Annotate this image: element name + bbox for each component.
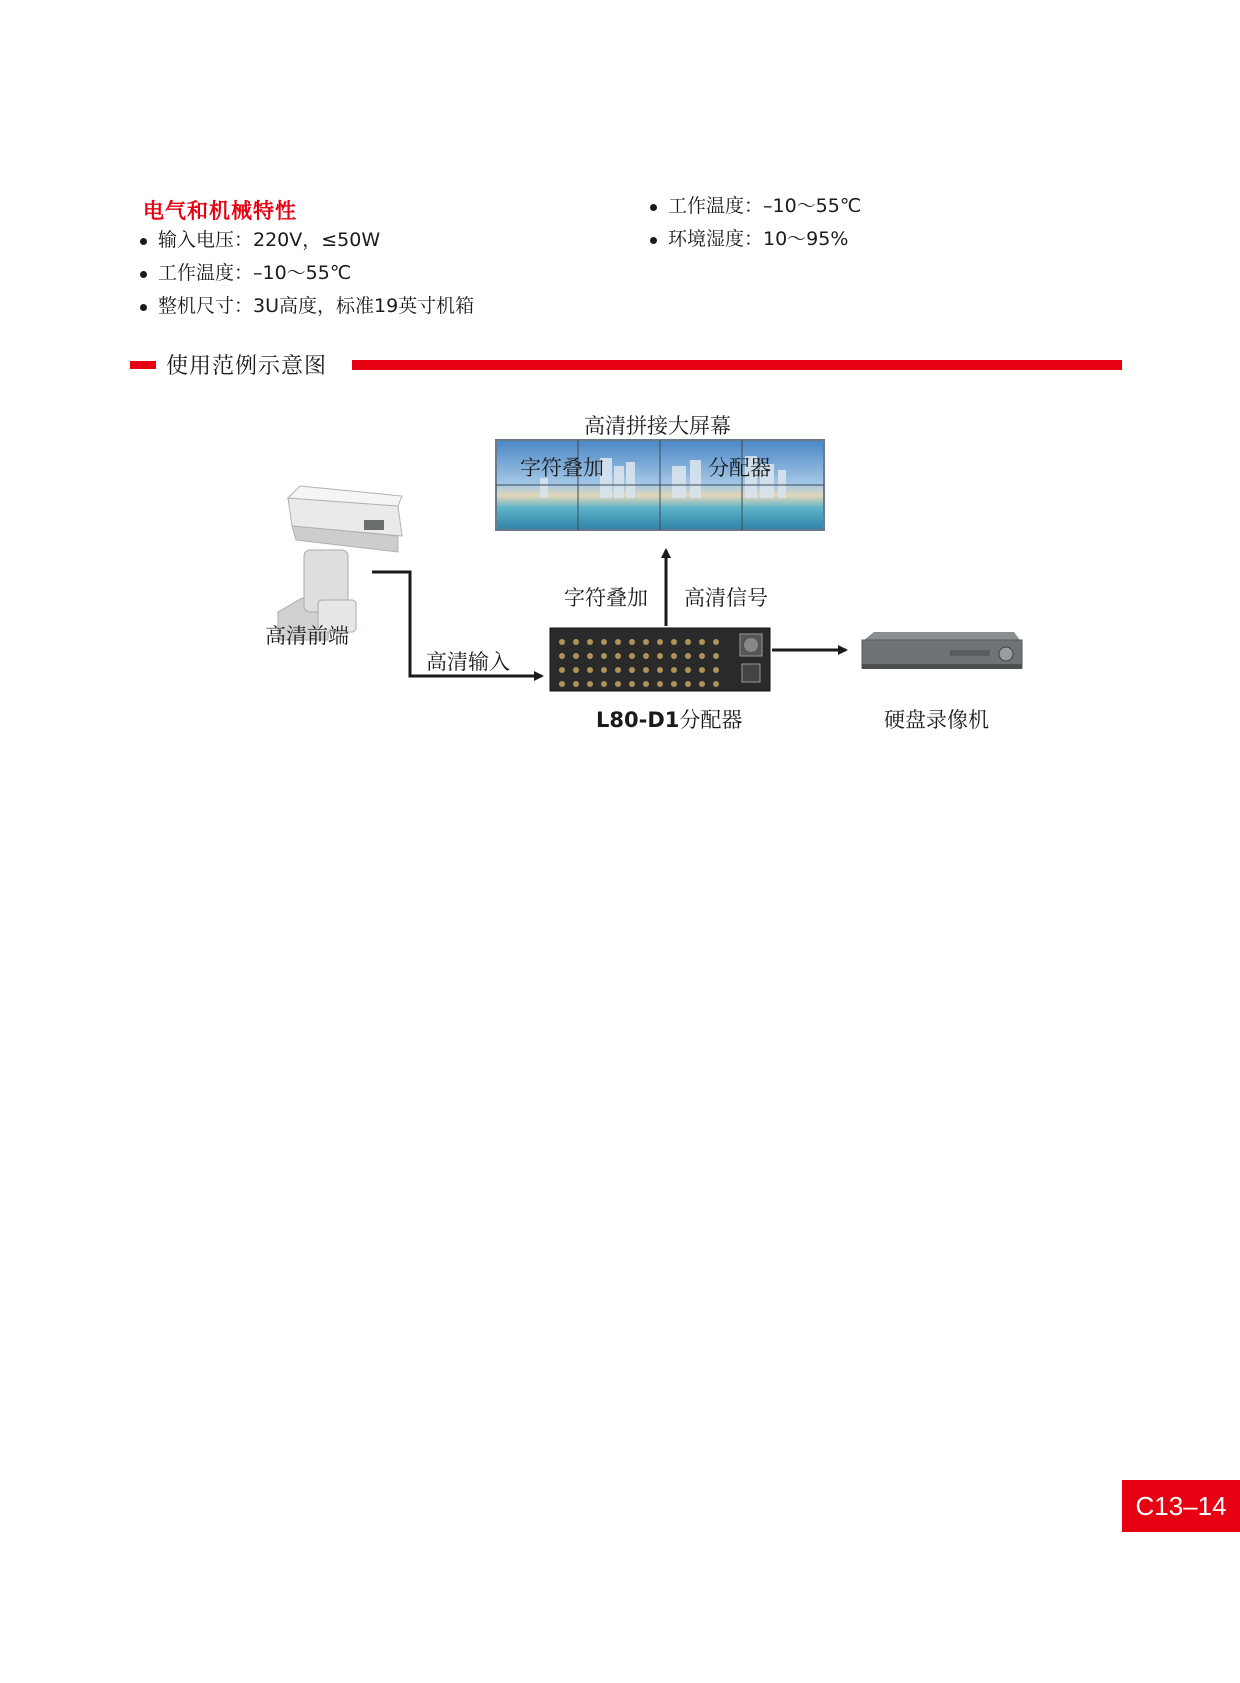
dvr-label: 硬盘录像机 <box>884 708 989 732</box>
spec-item-work-temp-right: 工作温度：–10～55℃ <box>650 190 861 223</box>
overlay-label: 字符叠加 <box>564 586 648 610</box>
hd-camera-icon <box>278 486 402 640</box>
usage-diagram <box>0 0 1240 800</box>
l80-d1-distributor-device <box>550 628 770 691</box>
dvr-device <box>862 632 1022 669</box>
signal-label: 高清信号 <box>684 586 768 610</box>
distributor-name: 分配器 <box>679 708 743 732</box>
distributor-model: L80-D1 <box>596 708 680 732</box>
spec-item-humidity: 环境湿度：10～95% <box>650 223 861 256</box>
page-number: C13–14 <box>1122 1480 1240 1532</box>
screen-overlay-right: 分配器 <box>708 456 771 480</box>
camera-label: 高清前端 <box>265 624 349 648</box>
input-label: 高清输入 <box>426 650 510 674</box>
spec-item-work-temp: 工作温度：–10～55℃ <box>140 257 474 290</box>
spec-item-size: 整机尺寸：3U高度，标准19英寸机箱 <box>140 290 474 323</box>
section-title: 使用范例示意图 <box>166 354 328 379</box>
specs-heading: 电气和机械特性 <box>143 199 297 223</box>
screen-overlay-left: 字符叠加 <box>520 456 604 480</box>
distributor-label <box>596 704 742 734</box>
spec-item-input-voltage: 输入电压：220V，≤50W <box>140 224 474 257</box>
screen-label: 高清拼接大屏幕 <box>584 414 731 438</box>
